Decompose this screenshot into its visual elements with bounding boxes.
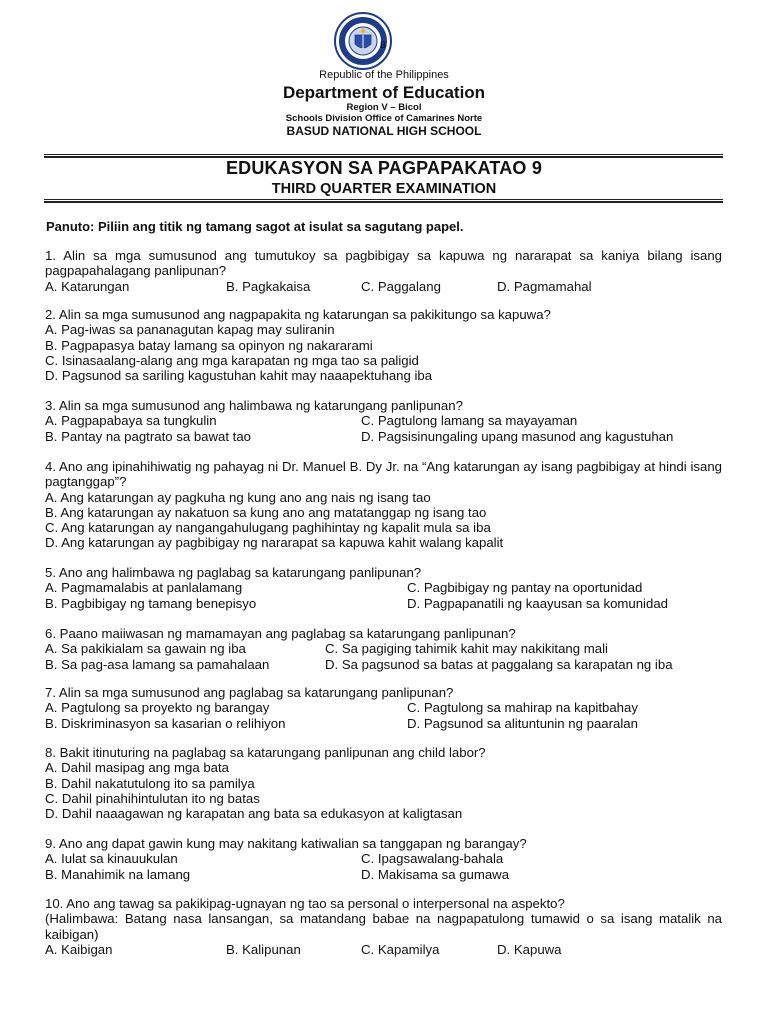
choices-row (45, 279, 722, 294)
question-8 (45, 745, 722, 821)
question-7 (45, 685, 722, 731)
choice-a: A. Kaibigan (45, 941, 113, 957)
exam-title: THIRD QUARTER EXAMINATION (271, 181, 497, 197)
choice-d: D. Ang katarungan ay pagbibigay ng nararapat sa kapuwa kahit walang kapalit (45, 535, 504, 551)
choices-row (45, 867, 722, 882)
choice-c: C. Pagbibigay ng pantay na oportunidad (407, 580, 643, 596)
choice-d: D. Pagsisinungaling upang masunod ang kagustuhan (361, 428, 674, 444)
question-stem: 9. Ano ang dapat gawin kung may nakitang katiwalian sa tanggapan ng barangay? (45, 836, 527, 851)
question-stem: 7. Alin sa mga sumusunod ang paglabag sa katarungang panlipunan? (45, 685, 454, 700)
choice-a: A. Pagpapabaya sa tungkulin (45, 413, 217, 429)
choice-d: D. Makisama sa gumawa (361, 866, 510, 882)
choice-b: B. Pagkakaisa (226, 278, 311, 294)
choice-b: B. Pagpapasya batay lamang sa opinyon ng nakararami (45, 337, 373, 353)
choices-row (45, 596, 722, 611)
choices-row (45, 851, 722, 866)
choice-b: B. Sa pag-asa lamang sa pamahalaan (45, 656, 270, 672)
choice-a: A. Ang katarungan ay pagkuha ng kung ano ang nais ng isang tao (45, 489, 431, 505)
choice-b: B. Ang katarungan ay nakatuon sa kung ano ang matatanggap ng isang tao (45, 504, 487, 520)
choices-row (45, 641, 722, 656)
division-line: Schools Division Office of Camarines Norte (285, 113, 483, 124)
seal-letter: B (380, 40, 387, 50)
question-stem: 3. Alin sa mga sumusunod ang halimbawa ng katarungang panlipunan? (45, 398, 463, 413)
choice-c: C. Ang katarungan ay nangangahulugang paghihintay ng kapalit mula sa iba (45, 520, 491, 536)
question-6 (45, 626, 722, 672)
subject-title: EDUKASYON SA PAGPAPAKATAO 9 (225, 158, 543, 178)
choice-b: B. Pantay na pagtrato sa bawat tao (45, 428, 252, 444)
region-line: Region V – Bicol (346, 102, 422, 113)
question-stem: 6. Paano maiiwasan ng mamamayan ang paglabag sa katarungang panlipunan? (45, 626, 516, 641)
choice-c: C. Kapamilya (361, 941, 440, 957)
choice-a: A. Katarungan (45, 278, 130, 294)
republic-line: Republic of the Philippines (319, 69, 449, 81)
question-2 (45, 307, 722, 383)
choice-c: C. Sa pagiging tahimik kahit may nakikitang mali (325, 641, 608, 657)
choices-row (45, 942, 722, 957)
choice-b: B. Kalipunan (226, 941, 301, 957)
choice-d: D. Sa pagsunod sa batas at paggalang sa karapatan ng iba (325, 656, 673, 672)
choices-row (45, 716, 722, 731)
question-stem: 1. Alin sa mga sumusunod ang tumutukoy sa pagbibigay sa kapuwa ng nararapat sa kaniya bilang isang pagpapahalagang panlipunan? (45, 248, 722, 279)
question-9 (45, 836, 722, 882)
choice-c: C. Ipagsawalang-bahala (361, 851, 504, 867)
school-name: BASUD NATIONAL HIGH SCHOOL (286, 124, 482, 138)
bottom-divider-thin (44, 199, 723, 200)
bottom-divider-thick (44, 201, 723, 203)
choice-c: C. Isinasaalang-alang ang mga karapatan ng mga tao sa paligid (45, 352, 419, 368)
choice-a: A. Pagtulong sa proyekto ng barangay (45, 700, 270, 716)
choice-c: C. Paggalang (361, 278, 441, 294)
question-4 (45, 459, 722, 551)
choice-c: C. Pagtulong lamang sa mayayaman (361, 413, 578, 429)
question-stem: 10. Ano ang tawag sa pakikipag-ugnayan ng tao sa personal o interpersonal na aspekto? (45, 896, 565, 911)
choice-d: D. Kapuwa (497, 941, 562, 957)
choice-b: B. Diskriminasyon sa kasarian o relihiyon (45, 715, 286, 731)
department-name: Department of Education (282, 83, 486, 102)
question-stem: 8. Bakit itinuturing na paglabag sa katarungang panlipunan ang child labor? (45, 745, 486, 760)
choice-d: D. Pagsunod sa alituntunin ng paaralan (407, 715, 638, 731)
choices-row (45, 700, 722, 715)
question-note: (Halimbawa: Batang nasa lansangan, sa matandang babae na nagpapatulong tumawid o sa isang matalik na kaibigan) (45, 911, 722, 942)
choice-d: D. Dahil naaagawan ng karapatan ang bata sa edukasyon at kaligtasan (45, 806, 463, 822)
choice-a: A. Iulat sa kinauukulan (45, 851, 178, 867)
choices-row (45, 580, 722, 595)
choices-row (45, 657, 722, 672)
question-10 (45, 896, 722, 957)
question-3 (45, 398, 722, 444)
choices-row (45, 429, 722, 444)
choice-d: D. Pagmamahal (497, 278, 592, 294)
choice-c: C. Pagtulong sa mahirap na kapitbahay (407, 700, 638, 716)
question-stem: 4. Ano ang ipinahihiwatig ng pahayag ni Dr. Manuel B. Dy Jr. na “Ang katarungan ay isang pagbibigay at hindi isang pagtanggap”? (45, 459, 722, 490)
question-5 (45, 565, 722, 611)
question-stem: 2. Alin sa mga sumusunod ang nagpapakita ng katarungan sa pakikitungo sa kapuwa? (45, 307, 551, 322)
choices-row (45, 413, 722, 428)
choice-b: B. Manahimik na lamang (45, 866, 191, 882)
question-1 (45, 248, 722, 294)
choice-d: D. Pagpapanatili ng kaayusan sa komunidad (407, 595, 668, 611)
choice-a: A. Pagmamalabis at panlalamang (45, 580, 243, 596)
choice-a: A. Dahil masipag ang mga bata (45, 760, 230, 776)
instructions: Panuto: Piliin ang titik ng tamang sagot at isulat sa sagutang papel. (46, 219, 464, 234)
choice-a: A. Pag-iwas sa pananagutan kapag may suliranin (45, 322, 335, 338)
choice-a: A. Sa pakikialam sa gawain ng iba (45, 641, 246, 657)
deped-seal-logo (324, 10, 402, 70)
top-divider-thin (44, 154, 723, 155)
choice-c: C. Dahil pinahihintulutan ito ng batas (45, 790, 260, 806)
choice-b: B. Dahil nakatutulong ito sa pamilya (45, 775, 255, 791)
choice-b: B. Pagbibigay ng tamang benepisyo (45, 595, 257, 611)
choice-d: D. Pagsunod sa sariling kagustuhan kahit may naaapektuhang iba (45, 368, 433, 384)
question-stem: 5. Ano ang halimbawa ng paglabag sa katarungang panlipunan? (45, 565, 422, 580)
